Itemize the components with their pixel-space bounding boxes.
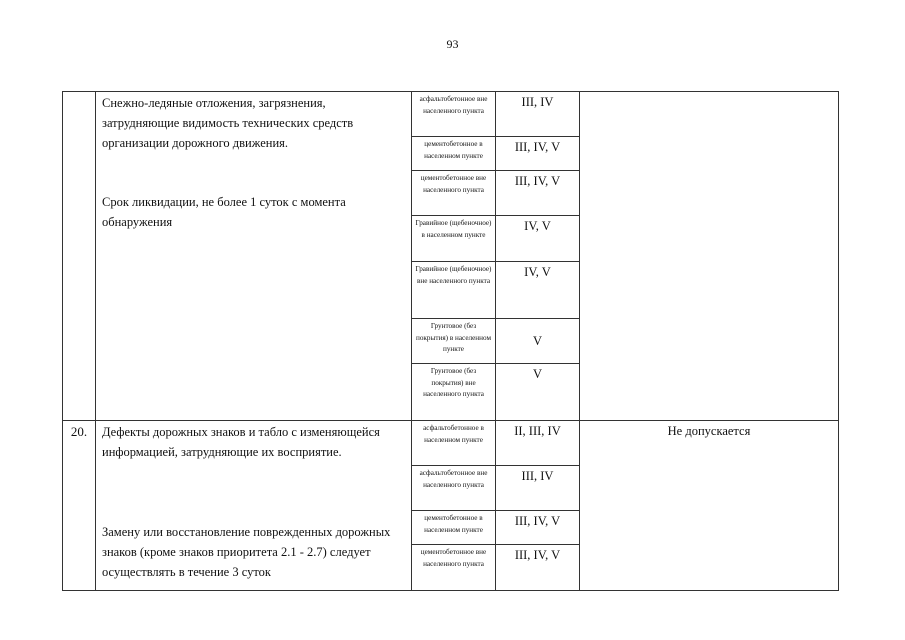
page-number: 93 xyxy=(446,37,459,51)
defect-description xyxy=(96,421,412,591)
road-type-cell: Грунтовое (без покрытия) в населенном пункте xyxy=(412,319,496,364)
row-number xyxy=(63,92,96,421)
road-type-cell: Гравийное (щебеночное) вне населенного пункта xyxy=(412,262,496,319)
defect-title: Снежно-ледяные отложения, загрязнения, затрудняющие видимость технических средств организации дорожного движения. xyxy=(102,96,354,150)
defect-deadline: Замену или восстановление поврежденных дорожных знаков (кроме знаков приоритета 2.1 - 2.7) следует осуществлять в течение 3 суток xyxy=(102,525,391,579)
road-category-cell: III, IV, V xyxy=(496,545,580,591)
requirement-cell xyxy=(580,92,839,421)
road-type-cell: цементобетонное в населенном пункте xyxy=(412,511,496,545)
requirement-cell: Не допускается xyxy=(580,421,839,591)
road-type-cell: цементобетонное вне населенного пункта xyxy=(412,545,496,591)
road-category-cell: II, III, IV xyxy=(496,421,580,466)
road-category-cell: III, IV, V xyxy=(496,171,580,216)
road-type-cell: Грунтовое (без покрытия) вне населенного пункта xyxy=(412,364,496,421)
road-type-cell: цементобетонное в населенном пункте xyxy=(412,137,496,171)
road-category-cell: IV, V xyxy=(496,216,580,262)
defect-title: Дефекты дорожных знаков и табло с изменяющейся информацией, затрудняющие их восприятие. xyxy=(102,425,380,459)
road-type-cell: Гравийное (щебеночное) в населенном пункте xyxy=(412,216,496,262)
road-category-cell: III, IV xyxy=(496,466,580,511)
row-number: 20. xyxy=(63,421,96,591)
requirements-table xyxy=(62,91,839,591)
table-row xyxy=(63,92,839,137)
road-category-cell: IV, V xyxy=(496,262,580,319)
road-type-cell: асфальтобетонное вне населенного пункта xyxy=(412,466,496,511)
road-type-cell: цементобетонное вне населенного пункта xyxy=(412,171,496,216)
road-type-cell: асфальтобетонное вне населенного пункта xyxy=(412,92,496,137)
table-row xyxy=(63,421,839,466)
defect-description xyxy=(96,92,412,421)
road-category-cell: III, IV, V xyxy=(496,137,580,171)
road-category-cell: III, IV xyxy=(496,92,580,137)
road-category-cell: III, IV, V xyxy=(496,511,580,545)
defect-deadline: Срок ликвидации, не более 1 суток с момента обнаружения xyxy=(102,195,346,229)
road-category-cell: V xyxy=(496,319,580,364)
road-category-cell: V xyxy=(496,364,580,421)
road-type-cell: асфальтобетонное в населенном пункте xyxy=(412,421,496,466)
